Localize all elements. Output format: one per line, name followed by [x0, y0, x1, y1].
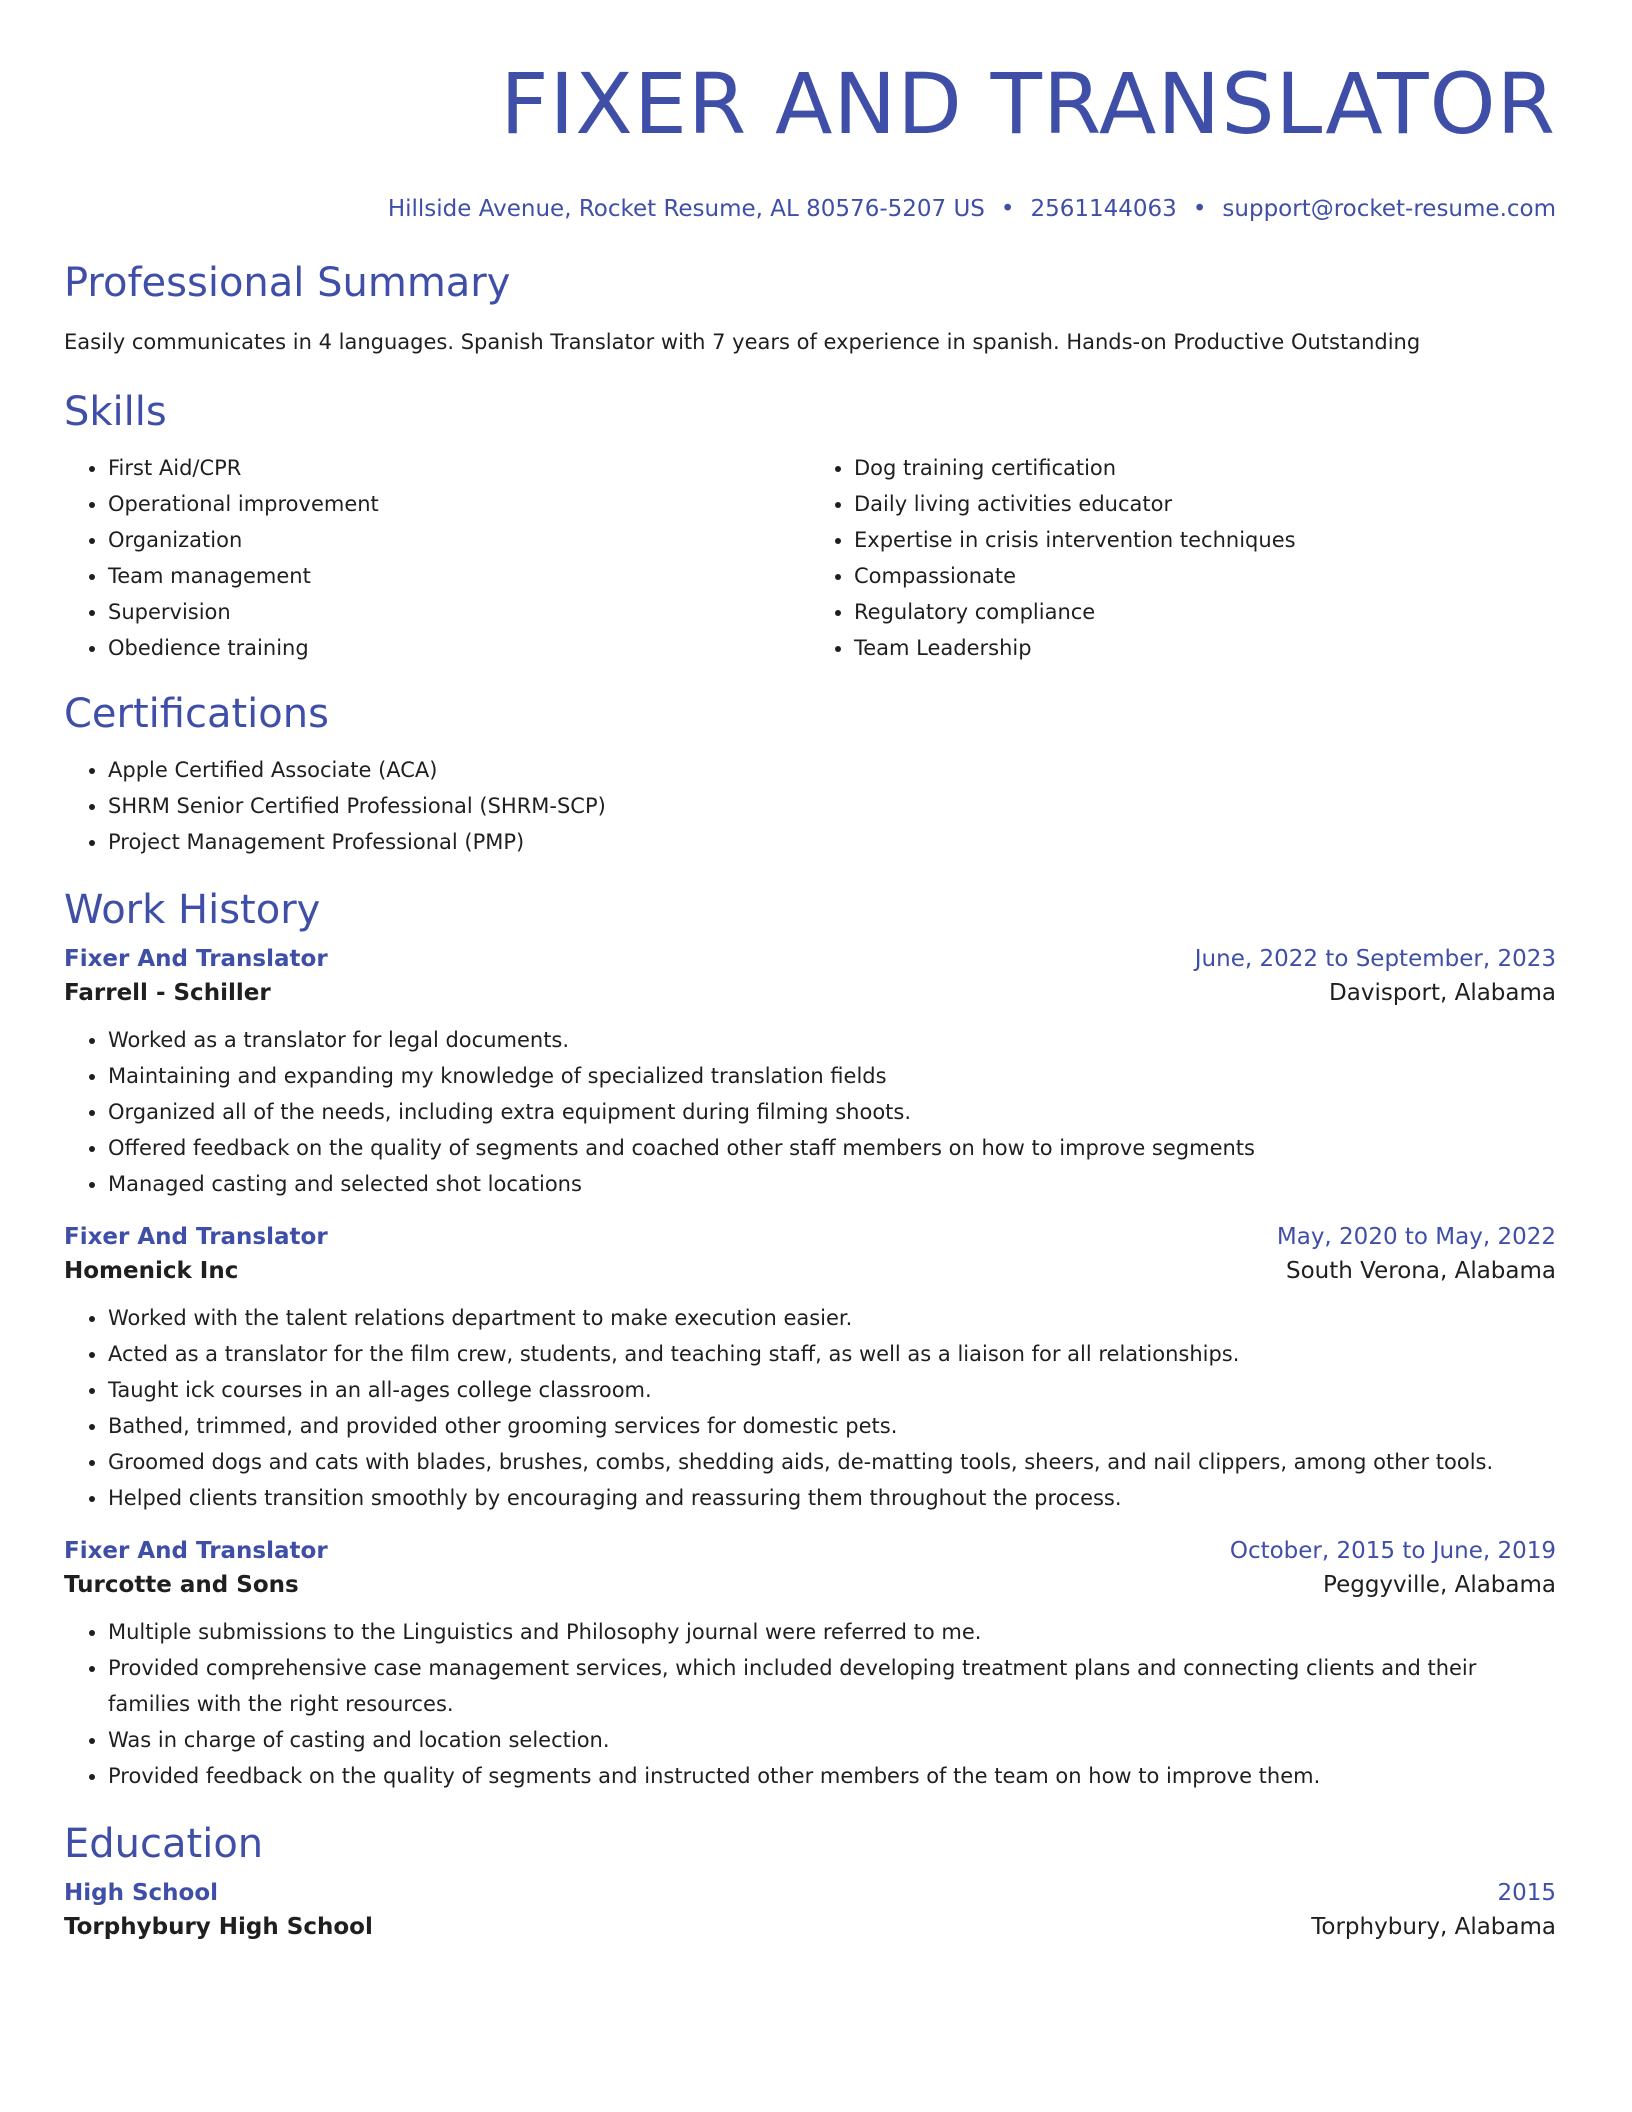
- job-bullet: • Bathed, trimmed, and provided other grooming services for domestic pets.: [108, 1408, 1556, 1444]
- job-bullet: • Provided comprehensive case management services, which included developing treatment plans and connecting clients and their families with the right resources.: [108, 1650, 1556, 1722]
- section-title-skills: Skills: [64, 389, 167, 435]
- job-title: Fixer And Translator: [64, 1224, 328, 1250]
- job-bullet: • Helped clients transition smoothly by encouraging and reassuring them throughout the process.: [108, 1480, 1556, 1516]
- education-school: Torphybury High School: [64, 1914, 373, 1940]
- skill-item: • Operational improvement: [108, 486, 810, 522]
- job-entry: [64, 946, 1556, 1202]
- education-degree: High School: [64, 1880, 219, 1906]
- job-bullet: • Managed casting and selected shot locations: [108, 1166, 1556, 1202]
- job-company: Turcotte and Sons: [64, 1572, 299, 1598]
- job-entry: [64, 1538, 1556, 1794]
- skill-item: • First Aid/CPR: [108, 450, 810, 486]
- job-bullets: [64, 1614, 1556, 1794]
- job-dates: May, 2020 to May, 2022: [1276, 1224, 1556, 1250]
- skill-item: • Compassionate: [854, 558, 1556, 594]
- contact-phone: 2561144063: [1030, 196, 1177, 222]
- job-dates: June, 2022 to September, 2023: [1194, 946, 1556, 972]
- skill-item: • Dog training certification: [854, 450, 1556, 486]
- job-bullet: • Was in charge of casting and location selection.: [108, 1722, 1556, 1758]
- job-company: Farrell - Schiller: [64, 980, 271, 1006]
- skill-item: • Obedience training: [108, 630, 810, 666]
- job-bullets: [64, 1022, 1556, 1202]
- contact-email[interactable]: support@rocket-resume.com: [1222, 196, 1556, 222]
- job-location: South Verona, Alabama: [1286, 1258, 1556, 1284]
- contact-address: Hillside Avenue, Rocket Resume, AL 80576-5207 US: [387, 196, 985, 222]
- job-bullet: • Worked with the talent relations department to make execution easier.: [108, 1300, 1556, 1336]
- job-bullet: • Offered feedback on the quality of segments and coached other staff members on how to improve segments: [108, 1130, 1556, 1166]
- job-location: Davisport, Alabama: [1329, 980, 1556, 1006]
- job-entry: [64, 1224, 1556, 1516]
- summary-text: Easily communicates in 4 languages. Spanish Translator with 7 years of experience in spanish. Hands-on Productive Outstanding: [64, 330, 1421, 354]
- skill-item: • Regulatory compliance: [854, 594, 1556, 630]
- skill-item: • Organization: [108, 522, 810, 558]
- skill-item: • Team management: [108, 558, 810, 594]
- education-location: Torphybury, Alabama: [1311, 1914, 1556, 1940]
- skill-item: • Team Leadership: [854, 630, 1556, 666]
- job-bullet: • Provided feedback on the quality of segments and instructed other members of the team on how to improve them.: [108, 1758, 1556, 1794]
- contact-line: [64, 196, 1556, 222]
- certification-item: • Apple Certified Associate (ACA): [108, 752, 1556, 788]
- certifications-list: [64, 752, 1556, 860]
- contact-separator: •: [1192, 196, 1207, 222]
- skills-column-left: [64, 450, 810, 666]
- education-year: 2015: [1497, 1880, 1556, 1906]
- job-bullets: [64, 1300, 1556, 1516]
- section-title-education: Education: [64, 1821, 264, 1867]
- job-company: Homenick Inc: [64, 1258, 239, 1284]
- job-bullet: • Worked as a translator for legal documents.: [108, 1022, 1556, 1058]
- job-bullet: • Taught ick courses in an all-ages college classroom.: [108, 1372, 1556, 1408]
- job-bullet: • Acted as a translator for the film crew, students, and teaching staff, as well as a liaison for all relationships.: [108, 1336, 1556, 1372]
- job-title: Fixer And Translator: [64, 1538, 328, 1564]
- skill-item: • Expertise in crisis intervention techniques: [854, 522, 1556, 558]
- resume-page: [64, 0, 1556, 1940]
- education-entry: [64, 1880, 1556, 1940]
- contact-separator: •: [1000, 196, 1015, 222]
- job-bullet: • Maintaining and expanding my knowledge of specialized translation fields: [108, 1058, 1556, 1094]
- job-title: Fixer And Translator: [64, 946, 328, 972]
- certification-item: • Project Management Professional (PMP): [108, 824, 1556, 860]
- skills-column-right: [810, 450, 1556, 666]
- job-location: Peggyville, Alabama: [1323, 1572, 1556, 1598]
- section-title-certifications: Certifications: [64, 691, 329, 737]
- skill-item: • Daily living activities educator: [854, 486, 1556, 522]
- section-title-work-history: Work History: [64, 887, 321, 933]
- job-bullet: • Groomed dogs and cats with blades, brushes, combs, shedding aids, de-matting tools, sheers, and nail clippers, among other tools.: [108, 1444, 1556, 1480]
- certification-item: • SHRM Senior Certified Professional (SHRM-SCP): [108, 788, 1556, 824]
- skill-item: • Supervision: [108, 594, 810, 630]
- job-bullet: • Multiple submissions to the Linguistics and Philosophy journal were referred to me.: [108, 1614, 1556, 1650]
- job-bullet: • Organized all of the needs, including extra equipment during filming shoots.: [108, 1094, 1556, 1130]
- section-title-summary: Professional Summary: [64, 260, 511, 306]
- resume-name: FIXER AND TRANSLATOR: [500, 55, 1556, 153]
- skills-list: [64, 450, 1556, 666]
- job-dates: October, 2015 to June, 2019: [1229, 1538, 1556, 1564]
